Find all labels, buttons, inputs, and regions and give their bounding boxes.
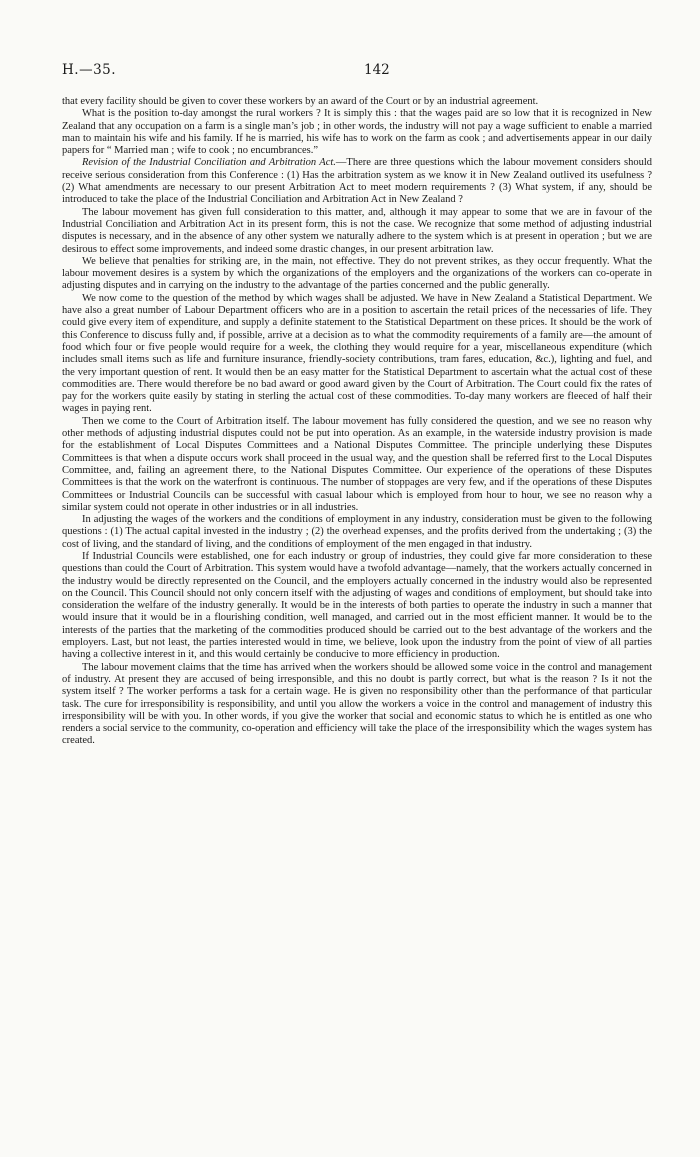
page-header xyxy=(62,62,652,84)
paragraph xyxy=(62,662,652,748)
document-body xyxy=(62,96,652,748)
paragraph xyxy=(62,416,652,514)
paragraph-text: that every facility should be given to cover these workers by an award of the Court or by an industrial agreement. xyxy=(62,96,539,107)
paragraph xyxy=(62,96,652,108)
paragraph-text: The labour movement has given full consideration to this matter, and, although it may appear to some that we are in favour of the Industrial Conciliation and Arbitration Act in its present form, this is not the case. We recognize that some method of adjusting industrial disputes is necessary, and in the absence of any other system we naturally adhere to the system which is at present in operation ; but we are desirous to effect some improvements, and indeed some drastic changes, in our present arbitration law. xyxy=(62,206,652,255)
paragraph xyxy=(62,108,652,157)
page-number: 142 xyxy=(364,62,390,78)
document-reference: H.—35. xyxy=(62,62,117,78)
paragraph xyxy=(62,551,652,662)
paragraph-text: If Industrial Councils were established, one for each industry or group of industries, they could give far more consideration to these questions than could the Court of Arbitration. This system would have a twofold advantage—namely, that the workers actually concerned in the industry would be directly represented on the Council, and the employers actually concerned in the industry would also be represented on the Council. This Council should not only concern itself with the adjusting of wages and conditions of employment, but should take into consideration the welfare of the industry generally. It would be in the interests of both parties to operate the industry in such a manner that would insure that it would be in a flourishing condition, well managed, and carried out in the most efficient manner. It would be to the interests of the parties that the marketing of the commodities produced should be carried out to the best advantage of the workers and the employers. Last, but not least, the parties interested would in time, we believe, look upon the industry from the point of view of all parties having a collective interest in it, and this would certainly be conducive to more efficiency in production. xyxy=(62,550,652,661)
paragraph-text: We believe that penalties for striking are, in the main, not effective. They do not prevent strikes, as they occur frequently. What the labour movement desires is a system by which the organizations of the employers and the organizations of the workers can co-operate in adjusting disputes and in carrying on the industry to the advantage of the parties concerned and the public generally. xyxy=(62,255,652,292)
paragraph xyxy=(62,207,652,256)
paragraph-text: We now come to the question of the method by which wages shall be adjusted. We have in New Zealand a Statistical Department. We have also a great number of Labour Department officers who are in a position to ascertain the retail prices of the necessaries of life. They could give every item of expenditure, and supply a definite statement to the Statistical Department on these prices. It should be the work of this Conference to discuss fully and, if possible, arrive at a decision as to what the commodity requirements of a family are—the amount of food which four or five people would require for a week, the clothing they would require for a year, miscellaneous expenditure (which includes small items such as life and furniture insurance, friendly-society contributions, tram fares, education, &c.), lighting and fuel, and the very important question of rent. It would then be an easy matter for the Statistical Department to ascertain what the actual cost of these commodities are. There would therefore be no bad award or good award given by the Court of Arbitration. The Court could fix the rates of pay for the workers quite easily by stating in sterling the actual cost of these commodities. To-day many workers are fleeced of half their wages in paying rent. xyxy=(62,292,652,415)
section-heading: Revision of the Industrial Conciliation and Arbitration Act. xyxy=(82,157,336,169)
paragraph-text: The labour movement claims that the time has arrived when the workers should be allowed some voice in the control and management of industry. At present they are accused of being irresponsible, and this no doubt is partly correct, but what is the reason ? Is it not the system itself ? The worker performs a task for a certain wage. He is given no responsibility other than the performance of that particular task. The cure for irresponsibility is responsibility, and until you allow the workers a voice in the control and management of industry this irresponsibility will be with you. In other words, if you give the worker that social and economic status to which he is entitled as one who renders a social service to the community, co-operation and efficiency will take the place of the irresponsibility which the wages system has created. xyxy=(62,661,652,747)
paragraph xyxy=(62,256,652,293)
paragraph xyxy=(62,514,652,551)
paragraph xyxy=(62,293,652,416)
paragraph-text: Then we come to the Court of Arbitration itself. The labour movement has fully considered the question, and we see no reason why other methods of adjusting industrial disputes could not be put into operation. As an example, in the waterside industry provision is made for the establishment of Local Disputes Committees and a National Disputes Committee. The principle underlying these Disputes Committees is that when a dispute occurs work shall proceed in the usual way, and the question shall be referred first to the Local Disputes Committee, and, failing an agreement there, to the National Disputes Committee. Our experience of the operations of these Disputes Committees is that the work on the waterfront is continuous. The number of stoppages are very few, and if the operations of these Disputes Committees or Industrial Councils can be successful with casual labour which is employed from hour to hour, we see no reason why a similar system could not operate in other industries or in all industries. xyxy=(62,415,652,513)
paragraph-text: —There are three questions which the labour movement considers should receive serious consideration from this Conference : (1) Has the arbitration system as we know it in New Zealand outlived its usefulness ? (2) What amendments are necessary to our present Arbitration Act to meet modern requirements ? (3) What system, if any, should be introduced to take the place of the Industrial Conciliation and Arbitration Act in New Zealand ? xyxy=(62,157,652,206)
paragraph-text: What is the position to-day amongst the rural workers ? It is simply this : that the wages paid are so low that it is recognized in New Zealand that any occupation on a farm is a single man’s job ; in other words, the industry will not pay a wage sufficient to enable a married man to maintain his wife and his family. If he is married, his wife has to work on the farm as cook ; and advertisements appear in our daily papers for “ Married man ; wife to cook ; no encumbrances.” xyxy=(62,108,652,157)
paragraph-text: In adjusting the wages of the workers and the conditions of employment in any industry, consideration must be given to the following questions : (1) The actual capital invested in the industry ; (2) the overhead expenses, and the profits derived from the undertaking ; (3) the cost of living, and the standard of living, and the conditions of employment of the men engaged in that industry. xyxy=(62,514,652,550)
paragraph xyxy=(62,157,652,206)
